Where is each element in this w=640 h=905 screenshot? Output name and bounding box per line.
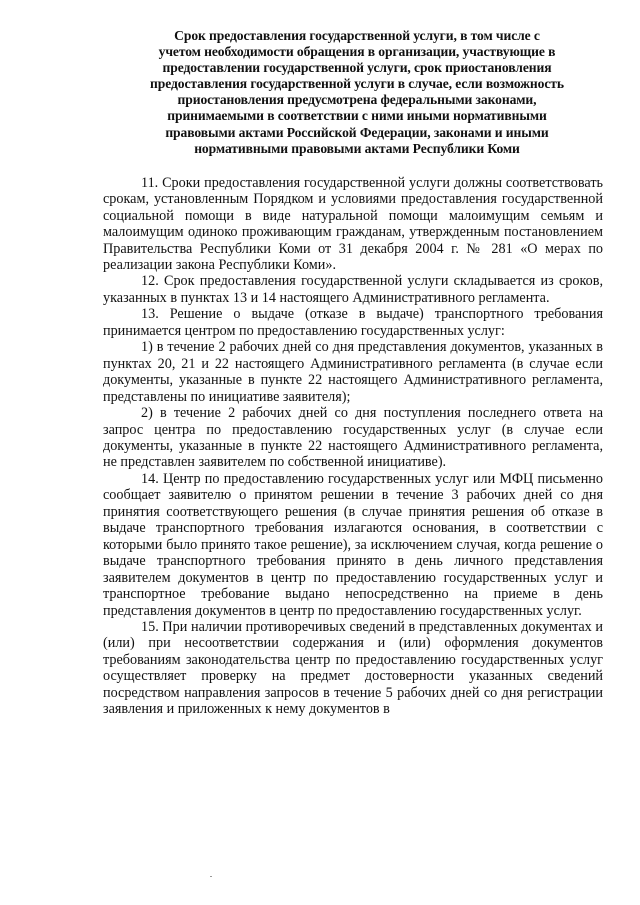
heading-line: правовыми актами Российской Федерации, законами и иными — [165, 124, 549, 140]
heading-line: нормативными правовыми актами Республики Коми — [194, 140, 520, 156]
paragraph-13-item-1: 1) в течение 2 рабочих дней со дня представления документов, указанных в пунктах 20, 21 и 22 настоящего Административного регламента (в случае если документы, указанные в пункте 22 настоящего Административного регламента, представлены по инициативе заявителя); — [103, 339, 603, 405]
section-heading — [111, 28, 603, 157]
paragraph-13: 13. Решение о выдаче (отказе в выдаче) транспортного требования принимается центром по предоставлению государственных услуг: — [103, 306, 603, 339]
document-body — [103, 175, 603, 718]
document-page — [103, 28, 603, 718]
paragraph-12: 12. Срок предоставления государственной услуги складывается из сроков, указанных в пунктах 13 и 14 настоящего Административного регламента. — [103, 273, 603, 306]
paragraph-15: 15. При наличии противоречивых сведений в представленных документах и (или) при несоответствии содержания и (или) оформления документов требованиям законодательства центр по предоставлению государственных услуг осуществляет проверку на предмет достоверности указанных сведений посредством направления запросов в течение 5 рабочих дней со дня регистрации заявления и приложенных к нему документов в — [103, 618, 603, 718]
heading-line: учетом необходимости обращения в организации, участвующие в — [158, 44, 556, 60]
paragraph-11: 11. Сроки предоставления государственной услуги должны соответствовать срокам, установленным Порядком и условиями предоставления государственной социальной помощи в виде натуральной помощи малоимущим семьям и малоимущим одиноко проживающим гражданам, утвержденным постановлением Правительства Республики Коми от 31 декабря 2004 г. № 281 «О мерах по реализации закона Республики Коми». — [103, 174, 603, 274]
heading-line: принимаемыми в соответствии с ними иными нормативными — [167, 108, 547, 124]
heading-line: предоставления государственной услуги в случае, если возможность — [150, 76, 564, 92]
scan-speck — [210, 876, 212, 877]
heading-line: предоставлении государственной услуги, срок приостановления — [162, 60, 552, 76]
heading-line: Срок предоставления государственной услуги, в том числе с — [174, 28, 540, 43]
paragraph-14: 14. Центр по предоставлению государственных услуг или МФЦ письменно сообщает заявителю о принятом решении в течение 3 рабочих дней со дня принятия соответствующего решения (в случае принятия решения об отказе в выдаче транспортного требования излагаются основания, в соответствии с которыми было принято такое решение), за исключением случая, когда решение о выдаче транспортного требования принято в день личного представления заявителем документов в центр по предоставлению государственных услуг и транспортное требование выдано непосредственно на приеме в день представления документов в центр по предоставлению государственных услуг. — [103, 470, 603, 619]
paragraph-13-item-2: 2) в течение 2 рабочих дней со дня поступления последнего ответа на запрос центра по предоставлению государственных услуг (в случае если документы, указанные в пункте 22 настоящего Административного регламента, не представлен заявителем по собственной инициативе). — [103, 405, 603, 471]
heading-line: приостановления предусмотрена федеральными законами, — [177, 92, 537, 108]
